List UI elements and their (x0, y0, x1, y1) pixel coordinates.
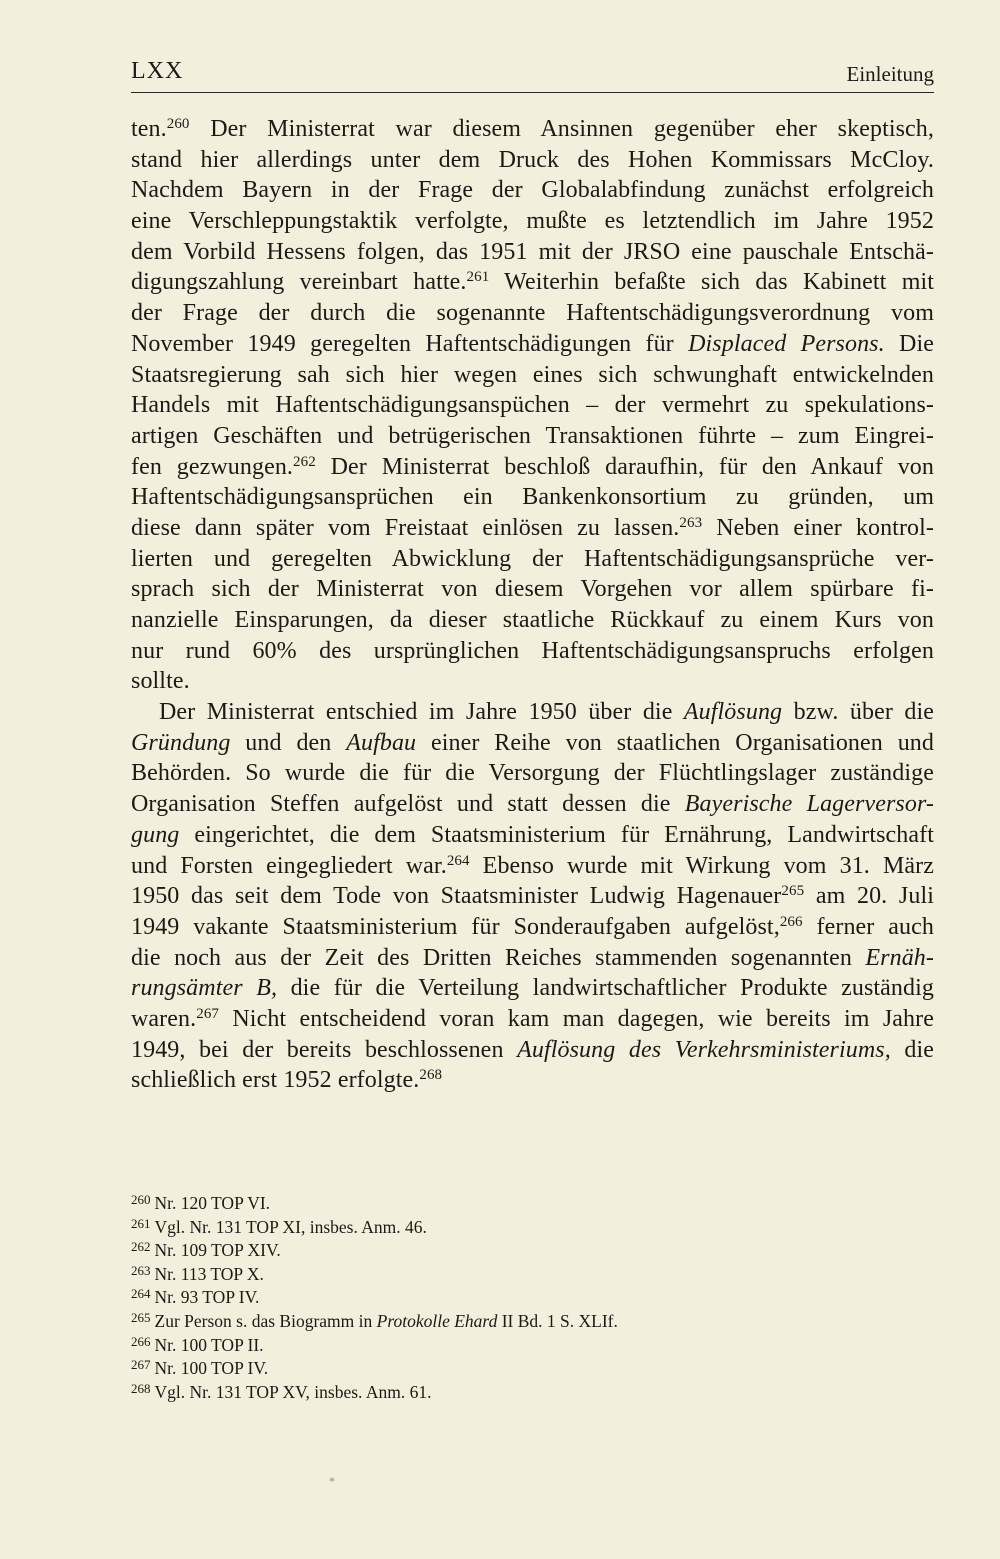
text-run: Nr. 109 TOP XIV. (154, 1240, 281, 1261)
text-line (131, 452, 934, 483)
footnote-ref: 268 (419, 1067, 443, 1084)
text-run: Nr. 100 TOP II. (154, 1334, 264, 1355)
text-line (131, 851, 934, 882)
text-run: 1949, bei der bereits beschlossenen (131, 1036, 518, 1063)
text-line (131, 360, 934, 391)
footnote (131, 1282, 934, 1306)
text-run: fen gezwungen. (131, 453, 294, 480)
italic-run: Gründung (131, 729, 231, 756)
text-run: Nicht entscheidend voran kam man dagegen, wie bereits im Jahre (219, 1005, 934, 1032)
text-run: ferner auch (802, 913, 934, 940)
text-line (131, 114, 934, 145)
footnote (131, 1306, 934, 1330)
footnote-number: 265 (131, 1309, 151, 1325)
footnote-number: 268 (131, 1380, 151, 1396)
text-line (131, 482, 934, 513)
text-run: einer Reihe von staatlichen Organisationen und (416, 729, 934, 756)
footnote-ref: 260 (166, 116, 190, 132)
text-run: die für die Verteilung landwirtschaftlicher Produkte zuständig (277, 975, 934, 1002)
text-run: schließlich erst 1952 erfolgte. (131, 1067, 420, 1094)
text-run: Nr. 120 TOP VI. (154, 1193, 271, 1213)
footnote (131, 1330, 934, 1354)
text-run: Vgl. Nr. 131 TOP XV, insbes. Anm. 61. (154, 1381, 432, 1402)
italic-run: Bayerische Lagerversor- (684, 791, 935, 818)
text-line (131, 758, 934, 789)
text-run: und Forsten eingegliedert war. (131, 852, 447, 879)
footnote (131, 1188, 934, 1212)
text-line (131, 605, 934, 636)
italic-run: gung (131, 821, 180, 848)
text-run: 1950 das seit dem Tode von Staatsminister Ludwig Hagenauer (131, 883, 782, 910)
text-run: Die (884, 330, 934, 357)
footnote-ref: 265 (781, 883, 805, 900)
italic-run: rungsämter B, (131, 975, 278, 1002)
footnote-ref: 261 (466, 269, 490, 286)
text-line (131, 1035, 934, 1066)
text-line (131, 728, 934, 759)
text-run: stand hier allerdings unter dem Druck des Hohen Kommissars McCloy. (131, 146, 934, 173)
body-text (131, 114, 934, 1096)
footnote (131, 1377, 934, 1401)
footnote-ref: 262 (293, 453, 316, 470)
page-header (131, 58, 934, 92)
text-run: Nr. 100 TOP IV. (154, 1358, 269, 1379)
text-line (131, 943, 934, 974)
text-run: 1949 vakante Staatsministerium für Sonderaufgaben aufgelöst, (131, 913, 780, 940)
text-line (131, 973, 934, 1004)
header-rule (131, 92, 934, 93)
text-run: die (890, 1036, 934, 1063)
text-line (131, 267, 934, 298)
text-line (131, 574, 934, 605)
footnote-number: 267 (131, 1357, 151, 1373)
text-run: Haftentschädigungsansprüchen ein Bankenkonsortium zu gründen, um (131, 484, 934, 511)
text-run: Nr. 93 TOP IV. (154, 1287, 260, 1308)
italic-run: Aufbau (346, 729, 417, 756)
footnote-number: 263 (131, 1262, 151, 1278)
footnote-number: 261 (131, 1215, 151, 1231)
text-line (131, 298, 934, 329)
page-mark: * (329, 1474, 335, 1488)
text-run: nanzielle Einsparungen, da dieser staatliche Rückkauf zu einem Kurs von (131, 607, 934, 633)
text-run: eingerichtet, die dem Staatsministerium für Ernährung, Landwirtschaft (179, 821, 934, 848)
text-run: Der Ministerrat entschied im Jahre 1950 über die (159, 699, 684, 726)
text-run: digungszahlung vereinbart hatte. (131, 269, 467, 296)
text-run: Vgl. Nr. 131 TOP XI, insbes. Anm. 46. (154, 1216, 427, 1237)
text-run: Ebenso wurde mit Wirkung vom 31. März (469, 852, 934, 879)
text-run: lierten und geregelten Abwicklung der Haftentschädigungsansprüche ver- (131, 545, 934, 572)
text-run: artigen Geschäften und betrügerischen Transaktionen führte – zum Eingrei- (131, 422, 934, 449)
footnote-number: 262 (131, 1239, 151, 1255)
text-run: ten. (131, 116, 167, 142)
text-line (131, 820, 934, 851)
footnote (131, 1353, 934, 1377)
text-run: Neben einer kontrol- (702, 514, 934, 541)
footnote-number: 264 (131, 1286, 151, 1302)
text-run: Zur Person s. das Biogramm in (154, 1310, 377, 1331)
text-line (131, 329, 934, 360)
text-run: II Bd. 1 S. XLIf. (497, 1310, 618, 1331)
text-run: diese dann später vom Freistaat einlösen zu lassen. (131, 514, 680, 541)
italic-run: Protokolle Ehard (376, 1310, 498, 1331)
text-run: Staatsregierung sah sich hier wegen eines sich schwunghaft entwickelnden (131, 361, 934, 388)
text-run: sollte. (131, 668, 190, 695)
text-run: dem Vorbild Hessens folgen, das 1951 mit der JRSO eine pauschale Entschä- (131, 238, 934, 265)
italic-run: Auflösung (683, 699, 783, 726)
text-run: bzw. über die (782, 699, 934, 726)
text-line (131, 789, 934, 820)
footnote-ref: 263 (679, 514, 703, 531)
footnotes (131, 1188, 934, 1400)
footnote-number: 266 (131, 1333, 151, 1349)
text-run: Der Ministerrat beschloß daraufhin, für den Ankauf von (315, 453, 934, 480)
text-line (131, 145, 934, 176)
text-line (131, 636, 934, 667)
footnote-ref: 266 (779, 913, 803, 930)
text-line (131, 544, 934, 575)
text-line (131, 206, 934, 237)
document-page (131, 0, 934, 1559)
text-run: sprach sich der Ministerrat von diesem Vorgehen vor allem spürbare fi- (131, 576, 934, 603)
text-run: Nachdem Bayern in der Frage der Globalabfindung zunächst erfolgreich (131, 177, 934, 204)
footnote-number: 260 (131, 1192, 151, 1207)
footnote (131, 1259, 934, 1283)
footnote-ref: 264 (446, 852, 470, 869)
italic-run: Auflösung des Verkehrsministeriums, (517, 1036, 891, 1063)
running-title: Einleitung (846, 62, 934, 86)
italic-run: Ernäh- (865, 944, 934, 971)
text-run: November 1949 geregelten Haftentschädigungen für (131, 330, 689, 357)
text-line (131, 697, 934, 728)
text-line (131, 666, 934, 697)
text-line (131, 421, 934, 452)
text-run: Organisation Steffen aufgelöst und statt dessen die (131, 791, 685, 818)
text-run: die noch aus der Zeit des Dritten Reiches stammenden sogenannten (131, 944, 866, 971)
text-run: Handels mit Haftentschädigungsanspüchen – der vermehrt zu spekulations- (131, 392, 934, 419)
text-run: Weiterhin befaßte sich das Kabinett mit (489, 269, 934, 296)
footnote-ref: 267 (196, 1005, 220, 1022)
text-line (131, 513, 934, 544)
text-line (131, 390, 934, 421)
page-number: LXX (131, 58, 184, 84)
text-run: und den (230, 729, 347, 756)
text-line (131, 175, 934, 206)
text-run: Nr. 113 TOP X. (154, 1263, 264, 1284)
text-run: eine Verschleppungstaktik verfolgte, mußte es letztendlich im Jahre 1952 (131, 208, 934, 235)
footnote (131, 1212, 934, 1236)
text-run: nur rund 60% des ursprünglichen Haftentschädigungsanspruchs erfolgen (131, 637, 934, 664)
text-run: am 20. Juli (804, 883, 934, 910)
text-run: waren. (131, 1005, 197, 1032)
text-line (131, 881, 934, 912)
text-run: Der Ministerrat war diesem Ansinnen gegenüber eher skeptisch, (189, 116, 934, 142)
text-line (131, 912, 934, 943)
text-run: der Frage der durch die sogenannte Haftentschädigungsverordnung vom (131, 300, 934, 327)
footnote (131, 1235, 934, 1259)
text-line (131, 237, 934, 268)
text-line (131, 1004, 934, 1035)
text-line (131, 1065, 934, 1096)
text-run: Behörden. So wurde die für die Versorgung der Flüchtlingslager zuständige (131, 760, 934, 787)
italic-run: Displaced Persons. (688, 330, 885, 357)
